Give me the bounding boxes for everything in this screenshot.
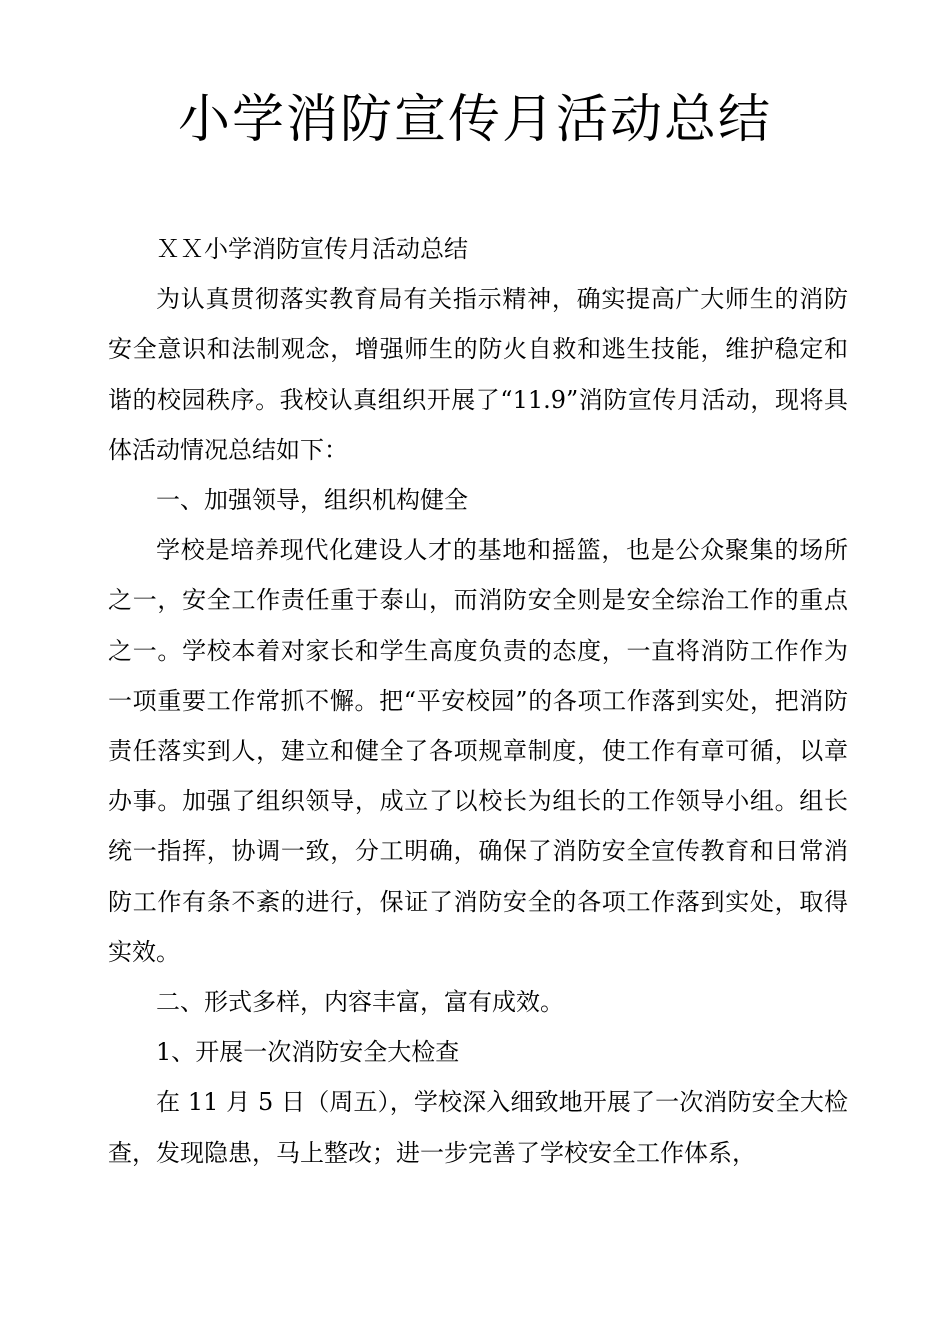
section-heading-2: 二、形式多样，内容丰富，富有成效。 [156,988,564,1017]
paragraph-intro: 为认真贯彻落实教育局有关指示精神，确实提高广大师生的消防安全意识和法制观念，增强师生的防火自救和逃生技能，维护稳定和谐的校园秩序。我校认真组织开展了“11.9”消防宣传月活动，现将具体活动情况总结如下： [108,285,848,464]
document-body [108,224,848,1178]
subsection-heading-1: 1、开展一次消防安全大检查 [156,1038,460,1067]
document-title: 小学消防宣传月活动总结 [177,90,772,150]
paragraph-subsection-1: 在 11 月 5 日（周五），学校深入细致地开展了一次消防安全大检查，发现隐患，马上整改；进一步完善了学校安全工作体系， [108,1088,848,1167]
section-heading-1: 一、加强领导，组织机构健全 [156,486,468,515]
paragraph-section-1: 学校是培养现代化建设人才的基地和摇篮，也是公众聚集的场所之一，安全工作责任重于泰山，而消防安全则是安全综治工作的重点之一。学校本着对家长和学生高度负责的态度，一直将消防工作作为一项重要工作常抓不懈。把“平安校园”的各项工作落到实处，把消防责任落实到人，建立和健全了各项规章制度，使工作有章可循，以章办事。加强了组织领导，成立了以校长为组长的工作领导小组。组长统一指挥，协调一致，分工明确，确保了消防安全宣传教育和日常消防工作有条不紊的进行，保证了消防安全的各项工作落到实处，取得实效。 [108,536,848,966]
paragraph-subtitle: ＸＸ小学消防宣传月活动总结 [156,235,468,263]
